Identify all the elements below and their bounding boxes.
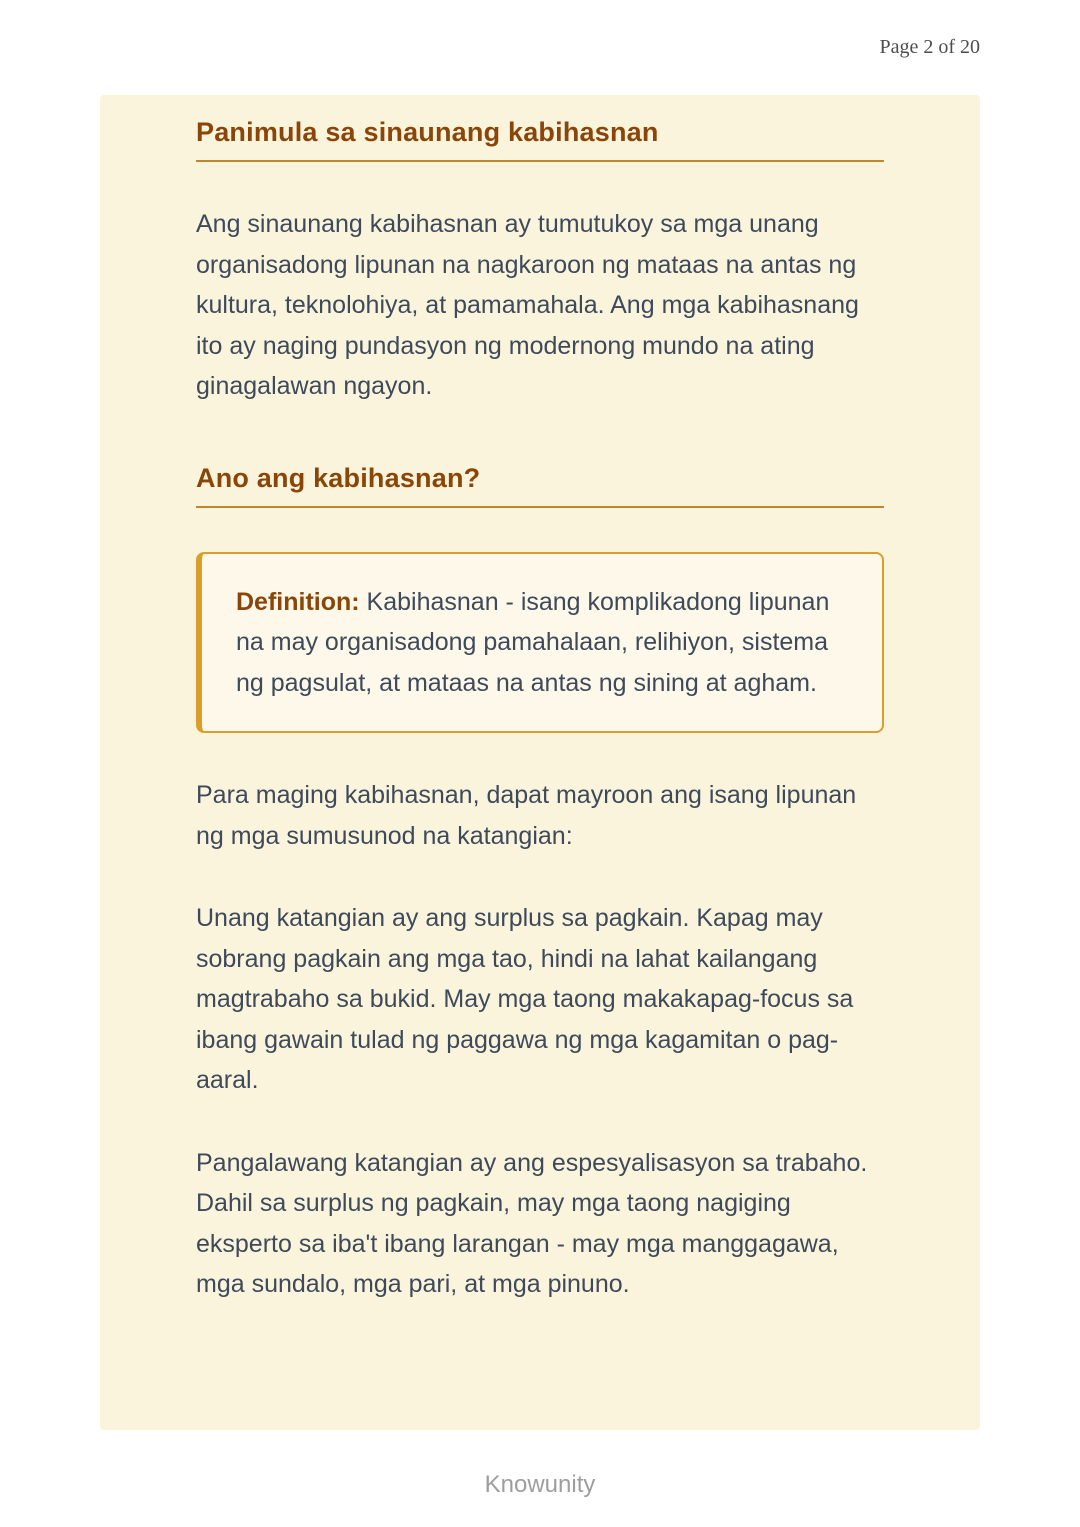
footer-brand: Knowunity: [484, 1471, 596, 1498]
content-card: [100, 95, 980, 1430]
page-number: Page 2 of 20: [879, 36, 980, 58]
heading-rule: [196, 506, 884, 508]
section-heading-what-is-civilization: Ano ang kabihasnan?: [196, 462, 481, 493]
definition-text: Kabihasnan - isang komplikadong lipunan na may organisadong pamahalaan, relihiyon, sistema ng pagsulat, at mataas na antas ng sining at agham.: [236, 587, 830, 697]
paragraph-second-trait: Pangalawang katangian ay ang espesyalisasyon sa trabaho. Dahil sa surplus ng pagkain, may mga taong nagiging eksperto sa iba't ibang larangan - may mga manggagawa, mga sundalo, mga pari, at mga pinuno.: [196, 1148, 868, 1298]
paragraph-requirements: Para maging kabihasnan, dapat mayroon ang isang lipunan ng mga sumusunod na katangian:: [196, 781, 857, 850]
section-heading-intro: Panimula sa sinaunang kabihasnan: [196, 117, 659, 147]
definition-label: Definition:: [236, 587, 360, 616]
definition-box: [196, 552, 884, 734]
heading-rule: [196, 160, 884, 162]
paragraph-first-trait: Unang katangian ay ang surplus sa pagkain. Kapag may sobrang pagkain ang mga tao, hindi na lahat kailangang magtrabaho sa bukid. May mga taong makakapag-focus sa ibang gawain tulad ng paggawa ng mga kagamitan o pag-aaral.: [196, 904, 854, 1094]
definition-paragraph: [236, 582, 848, 704]
paragraph-intro: Ang sinaunang kabihasnan ay tumutukoy sa mga unang organisadong lipunan na nagkaroon ng mataas na antas ng kultura, teknolohiya, at pamamahala. Ang mga kabihasnang ito ay naging pundasyon ng modernong mundo na ating ginagalawan ngayon.: [196, 210, 859, 400]
